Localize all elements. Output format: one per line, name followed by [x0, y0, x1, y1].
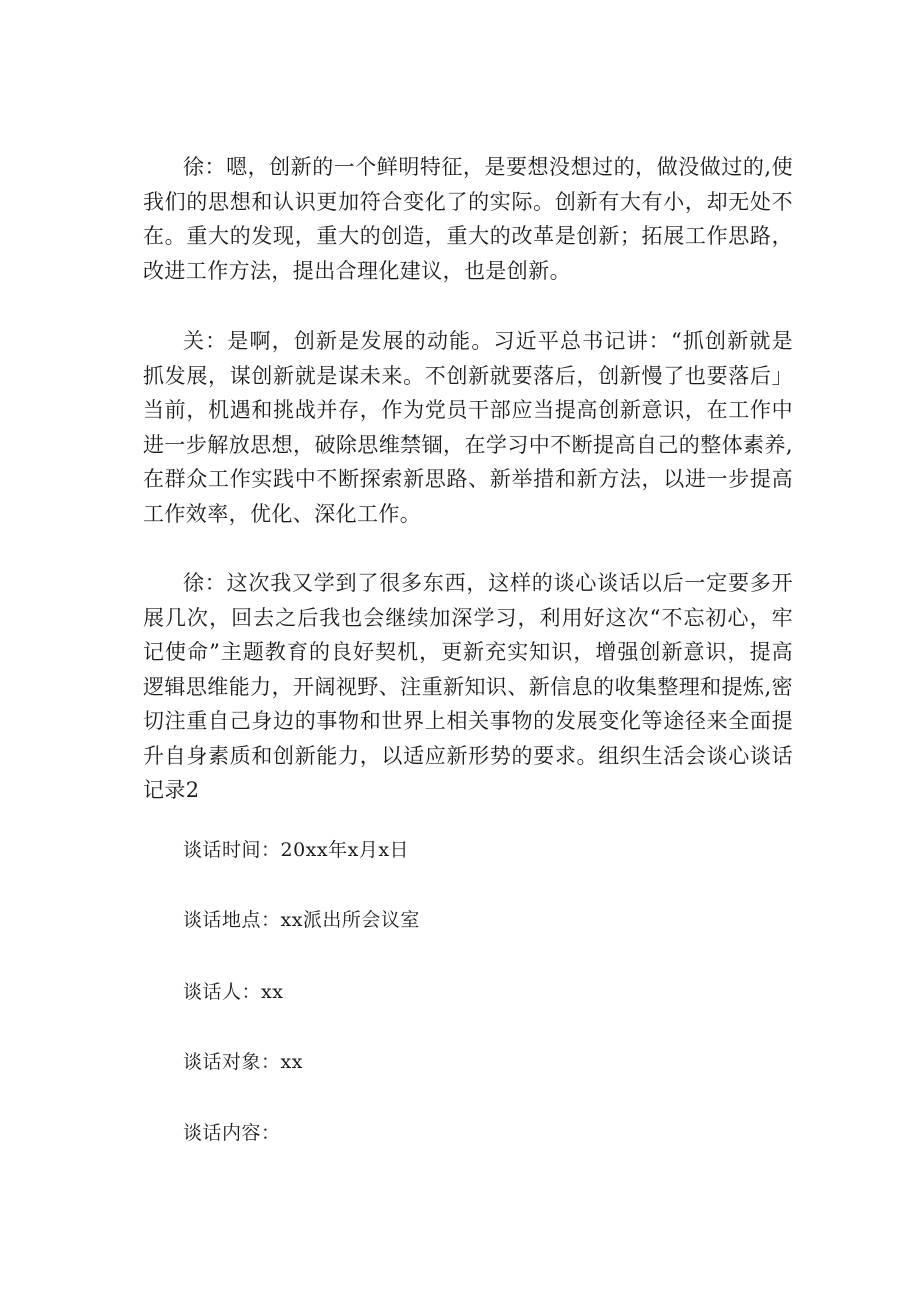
- talk-target-field: 谈话对象：xx: [183, 1051, 303, 1073]
- talk-time-field: 谈话时间：20xx年x月x日: [183, 839, 410, 861]
- paragraph-guan: 关：是啊，创新是发展的动能。习近平总书记讲：“抓创新就是抓发展，谋创新就是谋未来。不创新就要落后，创新慢了也要落后」当前，机遇和挑战并存，作为党员干部应当提高创新意识，在工作中进一步解放思想，破除思维禁锢，在学习中不断提高自己的整体素养,在群众工作实践中不断探索新思路、新举措和新方法，以进一步提高工作效率，优化、深化工作。: [143, 329, 793, 526]
- talk-location-field: 谈话地点：xx派出所会议室: [183, 909, 420, 931]
- paragraph-xu-1: 徐：嗯，创新的一个鲜明特征，是要想没想过的，做没做过的,使我们的思想和认识更加符合变化了的实际。创新有大有小，却无处不在。重大的发现，重大的创造，重大的改革是创新；拓展工作思路，改进工作方法，提出合理化建议，也是创新。: [143, 155, 793, 283]
- talk-content-field: 谈话内容：: [183, 1122, 281, 1144]
- talker-field: 谈话人：xx: [183, 981, 284, 1003]
- paragraph-xu-2: 徐：这次我又学到了很多东西，这样的谈心谈话以后一定要多开展几次，回去之后我也会继续加深学习，利用好这次“不忘初心，牢记使命”主题教育的良好契机，更新充实知识，增强创新意识，提高逻辑思维能力，开阔视野、注重新知识、新信息的收集整理和提炼,密切注重自己身边的事物和世界上相关事物的发展变化等途径来全面提升自身素质和创新能力，以适应新形势的要求。组织生活会谈心谈话记录2: [143, 571, 793, 802]
